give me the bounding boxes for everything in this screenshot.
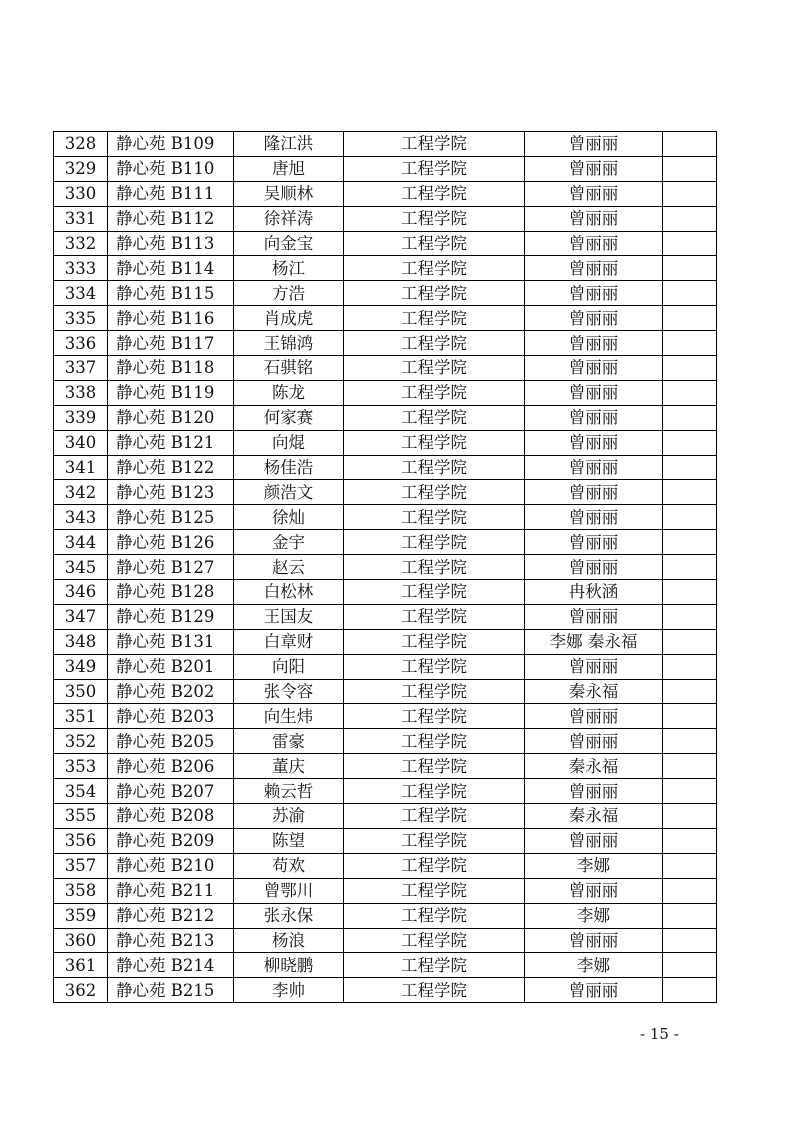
cell-student-name: 白章财 (234, 629, 344, 654)
cell-teacher: 曾丽丽 (525, 430, 663, 455)
cell-student-name: 赵云 (234, 555, 344, 580)
table-row (54, 156, 717, 181)
cell-student-name: 苏渝 (234, 804, 344, 829)
cell-number: 340 (54, 430, 108, 455)
cell-college: 工程学院 (344, 729, 525, 754)
cell-empty (663, 928, 717, 953)
cell-college: 工程学院 (344, 580, 525, 605)
cell-room: 静心苑 B128 (108, 580, 234, 605)
cell-student-name: 向焜 (234, 430, 344, 455)
cell-teacher: 曾丽丽 (525, 206, 663, 231)
cell-empty (663, 629, 717, 654)
cell-empty (663, 256, 717, 281)
cell-college: 工程学院 (344, 754, 525, 779)
table-row (54, 530, 717, 555)
cell-number: 356 (54, 828, 108, 853)
table-row (54, 679, 717, 704)
cell-student-name: 赖云哲 (234, 779, 344, 804)
cell-teacher: 曾丽丽 (525, 231, 663, 256)
table-row (54, 331, 717, 356)
cell-empty (663, 779, 717, 804)
cell-student-name: 王国友 (234, 604, 344, 629)
cell-teacher: 曾丽丽 (525, 530, 663, 555)
cell-number: 346 (54, 580, 108, 605)
cell-teacher: 曾丽丽 (525, 281, 663, 306)
cell-empty (663, 754, 717, 779)
cell-teacher: 曾丽丽 (525, 978, 663, 1003)
cell-empty (663, 380, 717, 405)
cell-number: 357 (54, 853, 108, 878)
cell-college: 工程学院 (344, 878, 525, 903)
cell-room: 静心苑 B114 (108, 256, 234, 281)
table-row (54, 903, 717, 928)
cell-student-name: 颜浩文 (234, 480, 344, 505)
cell-college: 工程学院 (344, 306, 525, 331)
cell-college: 工程学院 (344, 380, 525, 405)
cell-student-name: 隆江洪 (234, 132, 344, 157)
cell-empty (663, 604, 717, 629)
cell-empty (663, 231, 717, 256)
cell-room: 静心苑 B119 (108, 380, 234, 405)
table-row (54, 580, 717, 605)
cell-student-name: 陈望 (234, 828, 344, 853)
cell-teacher: 曾丽丽 (525, 181, 663, 206)
cell-teacher: 曾丽丽 (525, 132, 663, 157)
cell-room: 静心苑 B121 (108, 430, 234, 455)
cell-number: 344 (54, 530, 108, 555)
cell-room: 静心苑 B109 (108, 132, 234, 157)
cell-student-name: 石骐铭 (234, 356, 344, 381)
cell-empty (663, 804, 717, 829)
cell-number: 329 (54, 156, 108, 181)
cell-empty (663, 281, 717, 306)
cell-teacher: 曾丽丽 (525, 156, 663, 181)
cell-number: 348 (54, 629, 108, 654)
cell-empty (663, 580, 717, 605)
cell-room: 静心苑 B212 (108, 903, 234, 928)
cell-number: 336 (54, 331, 108, 356)
cell-empty (663, 181, 717, 206)
table-row (54, 206, 717, 231)
cell-college: 工程学院 (344, 231, 525, 256)
cell-room: 静心苑 B115 (108, 281, 234, 306)
cell-empty (663, 903, 717, 928)
cell-college: 工程学院 (344, 903, 525, 928)
table-row (54, 281, 717, 306)
cell-college: 工程学院 (344, 853, 525, 878)
cell-teacher: 曾丽丽 (525, 455, 663, 480)
cell-student-name: 白松林 (234, 580, 344, 605)
cell-student-name: 杨佳浩 (234, 455, 344, 480)
cell-teacher: 曾丽丽 (525, 256, 663, 281)
cell-number: 332 (54, 231, 108, 256)
table-row (54, 455, 717, 480)
cell-student-name: 陈龙 (234, 380, 344, 405)
cell-teacher: 秦永福 (525, 679, 663, 704)
table-row (54, 480, 717, 505)
cell-college: 工程学院 (344, 804, 525, 829)
cell-student-name: 肖成虎 (234, 306, 344, 331)
table-row (54, 505, 717, 530)
cell-student-name: 向生炜 (234, 704, 344, 729)
cell-number: 333 (54, 256, 108, 281)
cell-room: 静心苑 B131 (108, 629, 234, 654)
cell-number: 360 (54, 928, 108, 953)
cell-empty (663, 878, 717, 903)
cell-teacher: 曾丽丽 (525, 604, 663, 629)
cell-room: 静心苑 B210 (108, 853, 234, 878)
cell-teacher: 曾丽丽 (525, 729, 663, 754)
cell-number: 330 (54, 181, 108, 206)
cell-college: 工程学院 (344, 480, 525, 505)
cell-empty (663, 480, 717, 505)
cell-teacher: 曾丽丽 (525, 380, 663, 405)
cell-room: 静心苑 B127 (108, 555, 234, 580)
cell-student-name: 杨浪 (234, 928, 344, 953)
cell-empty (663, 356, 717, 381)
cell-college: 工程学院 (344, 181, 525, 206)
cell-student-name: 方浩 (234, 281, 344, 306)
cell-number: 355 (54, 804, 108, 829)
cell-room: 静心苑 B203 (108, 704, 234, 729)
cell-empty (663, 853, 717, 878)
cell-college: 工程学院 (344, 256, 525, 281)
cell-student-name: 曾鄂川 (234, 878, 344, 903)
cell-teacher: 秦永福 (525, 804, 663, 829)
cell-number: 352 (54, 729, 108, 754)
cell-college: 工程学院 (344, 654, 525, 679)
cell-teacher: 曾丽丽 (525, 654, 663, 679)
cell-college: 工程学院 (344, 430, 525, 455)
cell-college: 工程学院 (344, 281, 525, 306)
cell-number: 335 (54, 306, 108, 331)
cell-teacher: 曾丽丽 (525, 505, 663, 530)
cell-room: 静心苑 B209 (108, 828, 234, 853)
cell-teacher: 曾丽丽 (525, 480, 663, 505)
dormitory-table (53, 131, 717, 1003)
cell-number: 354 (54, 779, 108, 804)
cell-teacher: 曾丽丽 (525, 555, 663, 580)
cell-number: 331 (54, 206, 108, 231)
cell-empty (663, 132, 717, 157)
cell-room: 静心苑 B110 (108, 156, 234, 181)
cell-student-name: 向阳 (234, 654, 344, 679)
table-row (54, 256, 717, 281)
cell-student-name: 张永保 (234, 903, 344, 928)
table-row (54, 878, 717, 903)
cell-room: 静心苑 B201 (108, 654, 234, 679)
cell-room: 静心苑 B129 (108, 604, 234, 629)
cell-number: 347 (54, 604, 108, 629)
table-row (54, 132, 717, 157)
cell-number: 343 (54, 505, 108, 530)
cell-empty (663, 530, 717, 555)
cell-teacher: 曾丽丽 (525, 356, 663, 381)
cell-empty (663, 953, 717, 978)
cell-student-name: 柳晓鹏 (234, 953, 344, 978)
table-row (54, 604, 717, 629)
cell-college: 工程学院 (344, 132, 525, 157)
cell-teacher: 曾丽丽 (525, 779, 663, 804)
table-row (54, 356, 717, 381)
cell-room: 静心苑 B202 (108, 679, 234, 704)
cell-student-name: 张令容 (234, 679, 344, 704)
cell-student-name: 徐灿 (234, 505, 344, 530)
cell-college: 工程学院 (344, 405, 525, 430)
cell-number: 362 (54, 978, 108, 1003)
cell-empty (663, 555, 717, 580)
cell-number: 351 (54, 704, 108, 729)
table-row (54, 754, 717, 779)
cell-number: 339 (54, 405, 108, 430)
cell-number: 337 (54, 356, 108, 381)
cell-student-name: 何家赛 (234, 405, 344, 430)
cell-number: 358 (54, 878, 108, 903)
table-row (54, 181, 717, 206)
cell-college: 工程学院 (344, 331, 525, 356)
cell-room: 静心苑 B206 (108, 754, 234, 779)
cell-room: 静心苑 B113 (108, 231, 234, 256)
dormitory-table-container (53, 131, 708, 1003)
cell-college: 工程学院 (344, 505, 525, 530)
cell-room: 静心苑 B205 (108, 729, 234, 754)
cell-room: 静心苑 B215 (108, 978, 234, 1003)
cell-number: 338 (54, 380, 108, 405)
cell-number: 345 (54, 555, 108, 580)
cell-teacher: 曾丽丽 (525, 306, 663, 331)
cell-room: 静心苑 B117 (108, 331, 234, 356)
cell-room: 静心苑 B126 (108, 530, 234, 555)
cell-empty (663, 405, 717, 430)
cell-room: 静心苑 B123 (108, 480, 234, 505)
cell-room: 静心苑 B112 (108, 206, 234, 231)
cell-empty (663, 306, 717, 331)
page-number: - 15 - (640, 1025, 679, 1043)
cell-empty (663, 206, 717, 231)
cell-student-name: 徐祥涛 (234, 206, 344, 231)
table-row (54, 828, 717, 853)
cell-empty (663, 156, 717, 181)
table-row (54, 629, 717, 654)
cell-college: 工程学院 (344, 206, 525, 231)
table-row (54, 779, 717, 804)
table-row (54, 430, 717, 455)
cell-room: 静心苑 B122 (108, 455, 234, 480)
cell-empty (663, 978, 717, 1003)
cell-teacher: 李娜 (525, 853, 663, 878)
cell-teacher: 李娜 秦永福 (525, 629, 663, 654)
cell-college: 工程学院 (344, 156, 525, 181)
cell-number: 353 (54, 754, 108, 779)
table-row (54, 704, 717, 729)
cell-number: 359 (54, 903, 108, 928)
cell-teacher: 曾丽丽 (525, 704, 663, 729)
table-row (54, 978, 717, 1003)
cell-empty (663, 828, 717, 853)
cell-empty (663, 704, 717, 729)
cell-college: 工程学院 (344, 629, 525, 654)
cell-room: 静心苑 B207 (108, 779, 234, 804)
cell-teacher: 李娜 (525, 903, 663, 928)
cell-empty (663, 430, 717, 455)
table-row (54, 231, 717, 256)
cell-teacher: 曾丽丽 (525, 331, 663, 356)
table-row (54, 928, 717, 953)
cell-student-name: 唐旭 (234, 156, 344, 181)
cell-student-name: 金宇 (234, 530, 344, 555)
cell-number: 361 (54, 953, 108, 978)
table-row (54, 729, 717, 754)
cell-teacher: 曾丽丽 (525, 878, 663, 903)
table-row (54, 953, 717, 978)
cell-number: 328 (54, 132, 108, 157)
table-row (54, 380, 717, 405)
cell-number: 334 (54, 281, 108, 306)
cell-empty (663, 679, 717, 704)
table-row (54, 853, 717, 878)
cell-number: 342 (54, 480, 108, 505)
cell-empty (663, 505, 717, 530)
cell-teacher: 曾丽丽 (525, 928, 663, 953)
cell-student-name: 董庆 (234, 754, 344, 779)
cell-teacher: 曾丽丽 (525, 405, 663, 430)
table-row (54, 804, 717, 829)
cell-empty (663, 729, 717, 754)
cell-teacher: 曾丽丽 (525, 828, 663, 853)
cell-college: 工程学院 (344, 604, 525, 629)
table-row (54, 306, 717, 331)
cell-college: 工程学院 (344, 455, 525, 480)
cell-room: 静心苑 B213 (108, 928, 234, 953)
cell-empty (663, 455, 717, 480)
cell-number: 341 (54, 455, 108, 480)
cell-college: 工程学院 (344, 704, 525, 729)
cell-room: 静心苑 B214 (108, 953, 234, 978)
cell-teacher: 李娜 (525, 953, 663, 978)
cell-college: 工程学院 (344, 356, 525, 381)
cell-college: 工程学院 (344, 679, 525, 704)
cell-student-name: 李帅 (234, 978, 344, 1003)
cell-number: 350 (54, 679, 108, 704)
cell-room: 静心苑 B111 (108, 181, 234, 206)
cell-student-name: 王锦鸿 (234, 331, 344, 356)
cell-room: 静心苑 B116 (108, 306, 234, 331)
cell-empty (663, 654, 717, 679)
cell-teacher: 冉秋涵 (525, 580, 663, 605)
cell-student-name: 雷豪 (234, 729, 344, 754)
table-row (54, 654, 717, 679)
cell-empty (663, 331, 717, 356)
cell-room: 静心苑 B120 (108, 405, 234, 430)
cell-room: 静心苑 B211 (108, 878, 234, 903)
cell-room: 静心苑 B118 (108, 356, 234, 381)
cell-room: 静心苑 B125 (108, 505, 234, 530)
table-body (54, 132, 717, 1003)
cell-student-name: 向金宝 (234, 231, 344, 256)
cell-college: 工程学院 (344, 530, 525, 555)
cell-college: 工程学院 (344, 978, 525, 1003)
cell-teacher: 秦永福 (525, 754, 663, 779)
cell-college: 工程学院 (344, 928, 525, 953)
cell-student-name: 吴顺林 (234, 181, 344, 206)
cell-number: 349 (54, 654, 108, 679)
cell-college: 工程学院 (344, 779, 525, 804)
cell-college: 工程学院 (344, 828, 525, 853)
cell-room: 静心苑 B208 (108, 804, 234, 829)
table-row (54, 555, 717, 580)
table-row (54, 405, 717, 430)
cell-college: 工程学院 (344, 555, 525, 580)
cell-college: 工程学院 (344, 953, 525, 978)
cell-student-name: 苟欢 (234, 853, 344, 878)
cell-student-name: 杨江 (234, 256, 344, 281)
